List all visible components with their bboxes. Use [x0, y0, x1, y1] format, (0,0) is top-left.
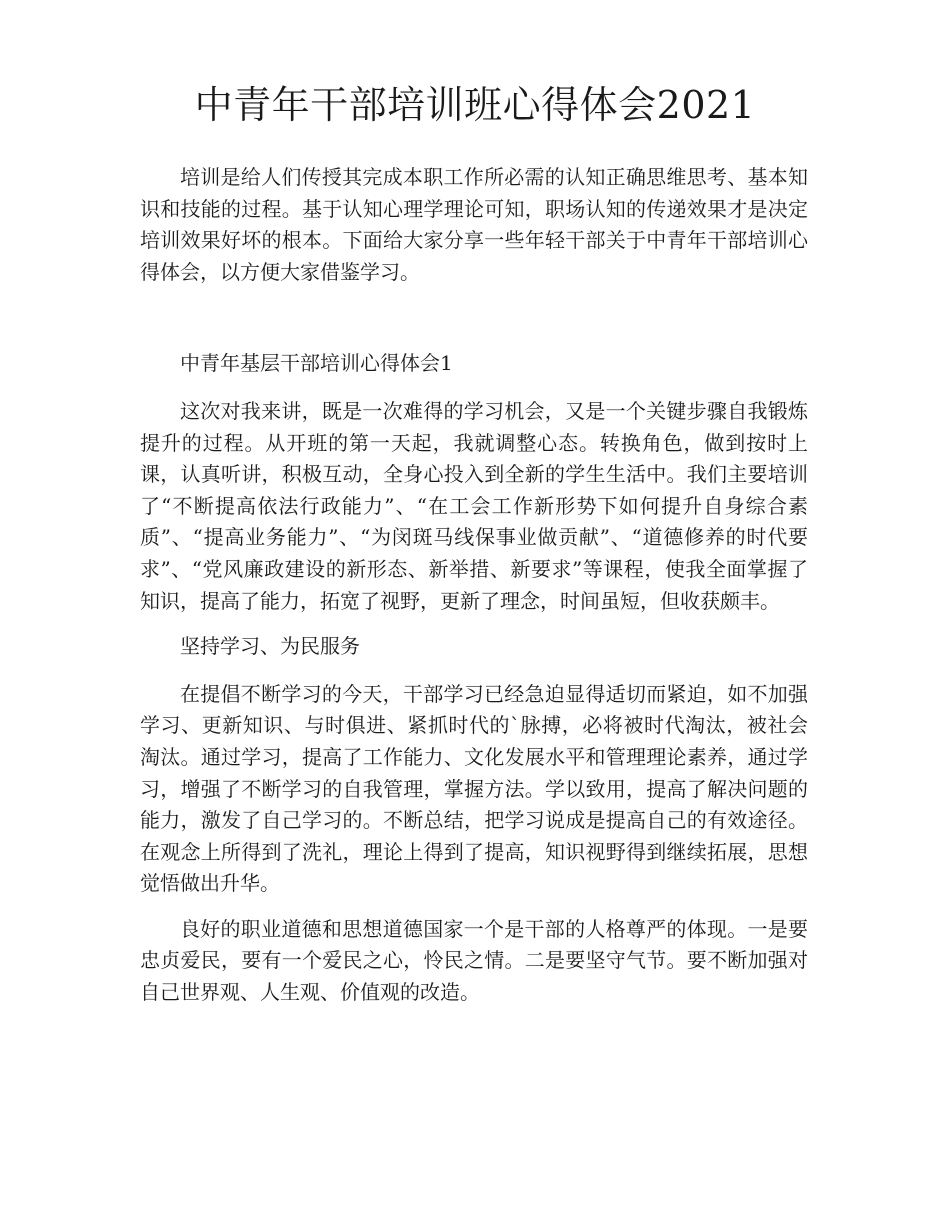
- subheading-learning: 坚持学习、为民服务: [180, 634, 360, 659]
- section-heading: 中青年基层干部培训心得体会1: [180, 351, 453, 376]
- body-paragraph-1: 这次对我来讲，既是一次难得的学习机会，又是一个关键步骤自我锻炼提升的过程。从开班的第一天起，我就调整心态。转换角色，做到按时上课，认真听讲，积极互动，全身心投入到全新的学生生活中。我们主要培训了“不断提高依法行政能力”、“在工会工作新形势下如何提升自身综合素质”、“提高业务能力”、“为闵斑马线保事业做贡献”、“道德修养的时代要求”、“党风廉政建设的新形态、新举措、新要求”等课程，使我全面掌握了知识，提高了能力，拓宽了视野，更新了理念，时间虽短，但收获颇丰。: [140, 398, 808, 613]
- document-body: [140, 162, 808, 1009]
- intro-paragraph: 培训是给人们传授其完成本职工作所必需的认知正确思维思考、基本知识和技能的过程。基于认知心理学理论可知，职场认知的传递效果才是决定培训效果好坏的根本。下面给大家分享一些年轻干部关于中青年干部培训心得体会，以方便大家借鉴学习。: [140, 165, 808, 284]
- body-paragraph-3: 良好的职业道德和思想道德国家一个是干部的人格尊严的体现。一是要忠贞爱民，要有一个爱民之心，怜民之情。二是要坚守气节。要不断加强对自己世界观、人生观、价值观的改造。: [140, 916, 808, 1005]
- body-paragraph-2: 在提倡不断学习的今天，干部学习已经急迫显得适切而紧迫，如不加强学习、更新知识、与时俱进、紧抓时代的`脉搏，必将被时代淘汰，被社会淘汰。通过学习，提高了工作能力、文化发展水平和管理理论素养，通过学习，增强了不断学习的自我管理，掌握方法。学以致用，提高了解决问题的能力，激发了自己学习的。不断总结，把学习说成是提高自己的有效途径。在观念上所得到了洗礼，理论上得到了提高，知识视野得到继续拓展，思想觉悟做出升华。: [140, 681, 808, 896]
- document-title: 中青年干部培训班心得体会2021: [194, 83, 756, 127]
